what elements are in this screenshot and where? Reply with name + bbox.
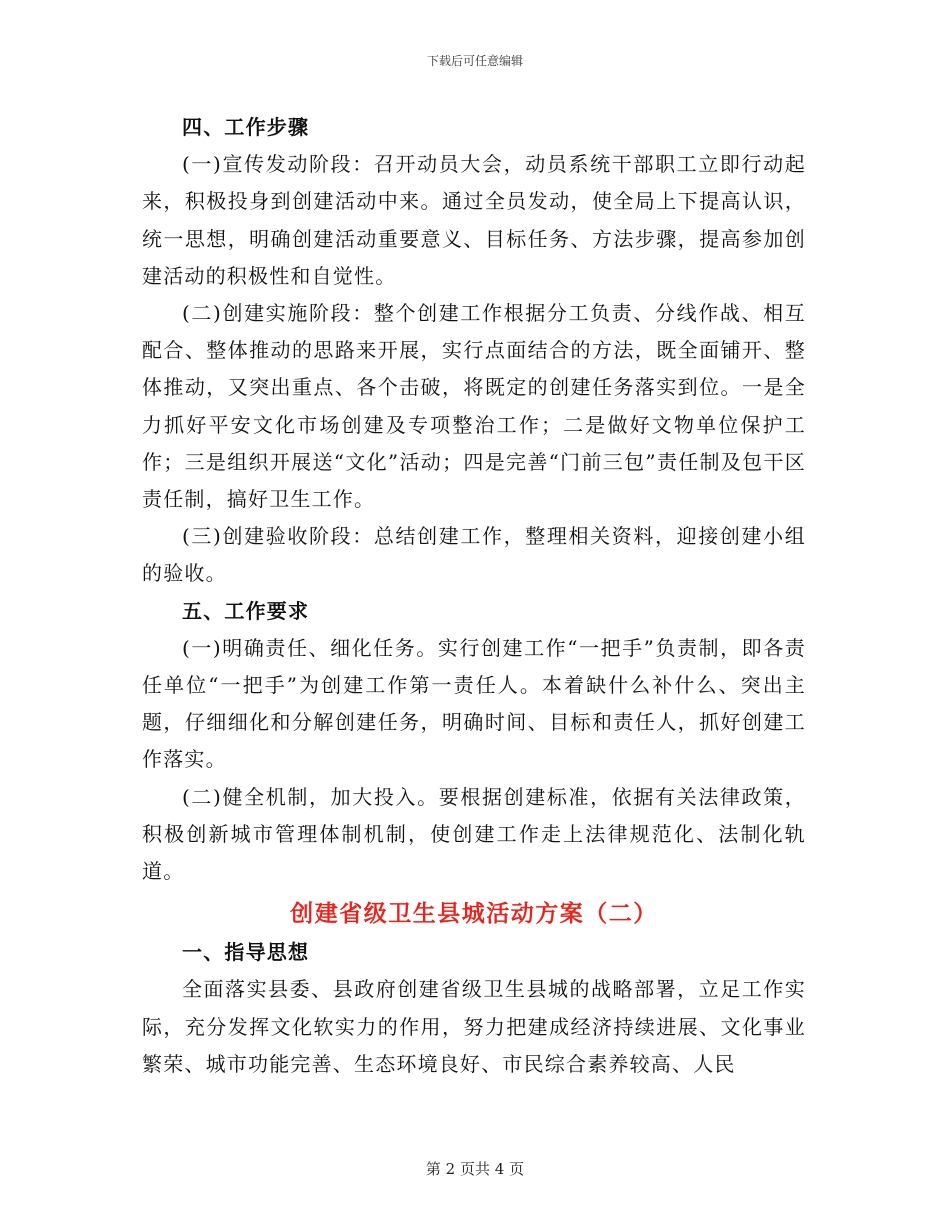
page-header-note: 下载后可任意编辑: [426, 54, 523, 68]
page-number: 第 2 页共 4 页: [425, 1160, 525, 1178]
plan-title: 创建省级卫生县城活动方案（二）: [290, 901, 658, 928]
paragraph-responsibility: (一)明确责任、细化任务。实行创建工作“一把手”负责制，即各责任单位“一把手”为创建工作第一责任人。本着缺什么补什么、突出主题，仔细细化和分解创建任务，明确时间、目标和责任人，抓好创建工作落实。: [142, 635, 806, 772]
paragraph-acceptance-stage: (三)创建验收阶段：总结创建工作，整理相关资料，迎接创建小组的验收。: [142, 524, 806, 586]
section-heading-requirements: 五、工作要求: [182, 598, 310, 623]
paragraph-guiding-ideology: 全面落实县委、县政府创建省级卫生县城的战略部署，立足工作实际，充分发挥文化软实力的作用，努力把建成经济持续进展、文化事业繁荣、城市功能完善、生态环境良好、市民综合素养较高、人民: [142, 977, 806, 1076]
section-heading-guiding-ideology: 一、指导思想: [182, 940, 310, 965]
paragraph-mobilization-stage: (一)宣传发动阶段：召开动员大会，动员系统干部职工立即行动起来，积极投身到创建活动中来。通过全员发动，使全局上下提高认识，统一思想，明确创建活动重要意义、目标任务、方法步骤，提高参加创建活动的积极性和自觉性。: [142, 152, 806, 288]
document-body: [142, 109, 806, 1083]
section-heading-steps: 四、工作步骤: [182, 115, 310, 139]
paragraph-mechanism: (二)健全机制，加大投入。要根据创建标准，依据有关法律政策，积极创新城市管理体制机制，使创建工作走上法律规范化、法制化轨道。: [142, 784, 806, 884]
paragraph-implementation-stage: (二)创建实施阶段：整个创建工作根据分工负责、分线作战、相互配合、整体推动的思路来开展，实行点面结合的方法，既全面铺开、整体推动，又突出重点、各个击破，将既定的创建任务落实到位。一是全力抓好平安文化市场创建及专项整治工作；二是做好文物单位保护工作；三是组织开展送“文化”活动；四是完善“门前三包”责任制及包干区责任制，搞好卫生工作。: [142, 301, 806, 512]
